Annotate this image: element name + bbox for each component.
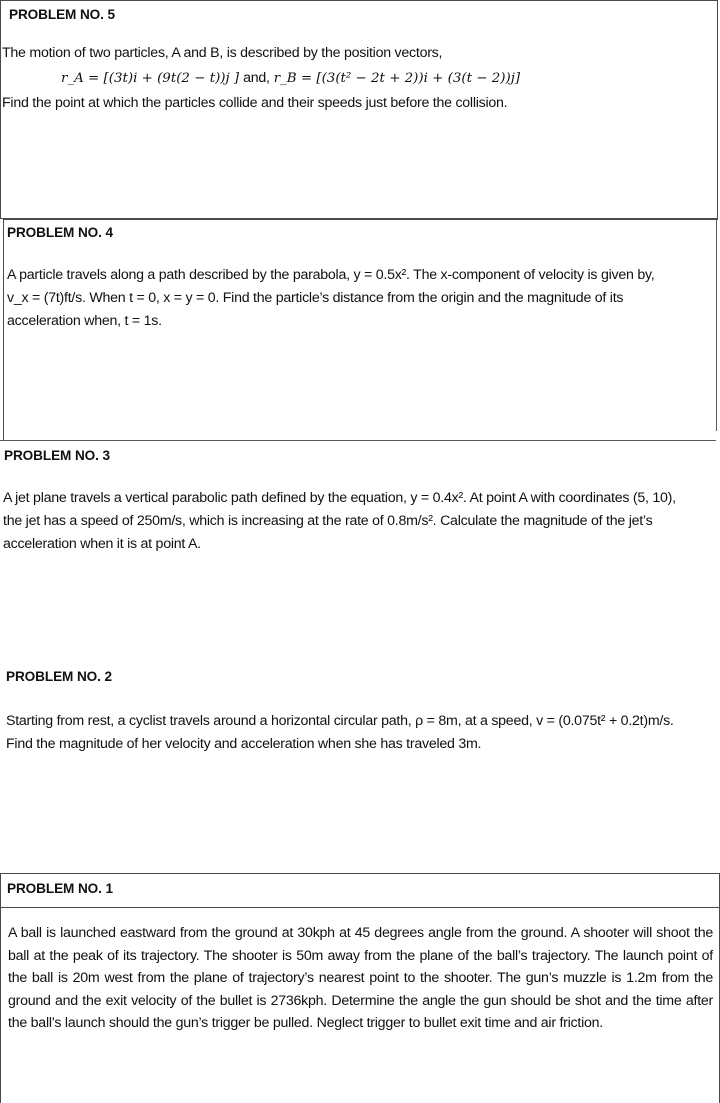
problem-4-line-1: A particle travels along a path described by the parabola, y = 0.5x². The x-component of velocity is given by, bbox=[7, 267, 655, 283]
problem-2-box bbox=[0, 660, 720, 860]
problem-2-line-1: Starting from rest, a cyclist travels around a horizontal circular path, ρ = 8m, at a speed, v = (0.075t² + 0.2t)m/s. bbox=[6, 713, 674, 729]
problem-4-line-3: acceleration when, t = 1s. bbox=[7, 313, 162, 329]
problem-2-line-2: Find the magnitude of her velocity and acceleration when she has traveled 3m. bbox=[6, 736, 482, 752]
problem-3-line-1: A jet plane travels a vertical parabolic path defined by the equation, y = 0.4x². At point A with coordinates (5, 10), bbox=[3, 490, 676, 506]
problem-1-body: A ball is launched eastward from the ground at 30kph at 45 degrees angle from the ground. A shooter will shoot the ball at the peak of its trajectory. The shooter is 50m away from the plane of the ball’s trajectory. The launch point of the ball is 20m west from the plane of trajectory’s nearest point to the shooter. The gun’s muzzle is 1.2m from the ground and the exit velocity of the bullet is 2736kph. Determine the angle the gun should be shot and the time after the ball’s launch should the gun’s trigger be pulled. Neglect trigger to bullet exit time and air friction. bbox=[8, 925, 713, 1031]
position-vector-b: r_B = [(3(t² − 2t + 2))i + (3(t − 2))j] bbox=[273, 71, 521, 86]
problem-2-title: PROBLEM NO. 2 bbox=[6, 669, 112, 684]
problem-5-box bbox=[0, 0, 718, 219]
problem-5-title: PROBLEM NO. 5 bbox=[9, 7, 115, 22]
problem-3-box bbox=[0, 441, 720, 651]
problem-3-title: PROBLEM NO. 3 bbox=[4, 448, 110, 463]
problem-5-line-3: Find the point at which the particles collide and their speeds just before the collision. bbox=[2, 95, 508, 111]
and-text: and, bbox=[243, 70, 270, 86]
problem-1-title-separator bbox=[0, 907, 720, 908]
problem-3-line-3: acceleration when it is at point A. bbox=[3, 536, 201, 552]
problem-4-right-border bbox=[716, 219, 717, 431]
problem-4-title: PROBLEM NO. 4 bbox=[7, 225, 113, 240]
problem-5-line-1: The motion of two particles, A and B, is described by the position vectors, bbox=[2, 45, 443, 61]
position-vector-a: r_A = [(3t)i + (9t(2 − t))j ] bbox=[61, 71, 240, 86]
problem-1-title: PROBLEM NO. 1 bbox=[7, 881, 113, 896]
problem-5-equations bbox=[61, 68, 520, 90]
problem-3-line-2: the jet has a speed of 250m/s, which is increasing at the rate of 0.8m/s². Calculate the magnitude of the jet’s bbox=[3, 513, 653, 529]
problem-4-line-2: v_x = (7t)ft/s. When t = 0, x = y = 0. Find the particle’s distance from the origin and the magnitude of its bbox=[7, 290, 624, 306]
problem-4-box bbox=[3, 219, 718, 440]
